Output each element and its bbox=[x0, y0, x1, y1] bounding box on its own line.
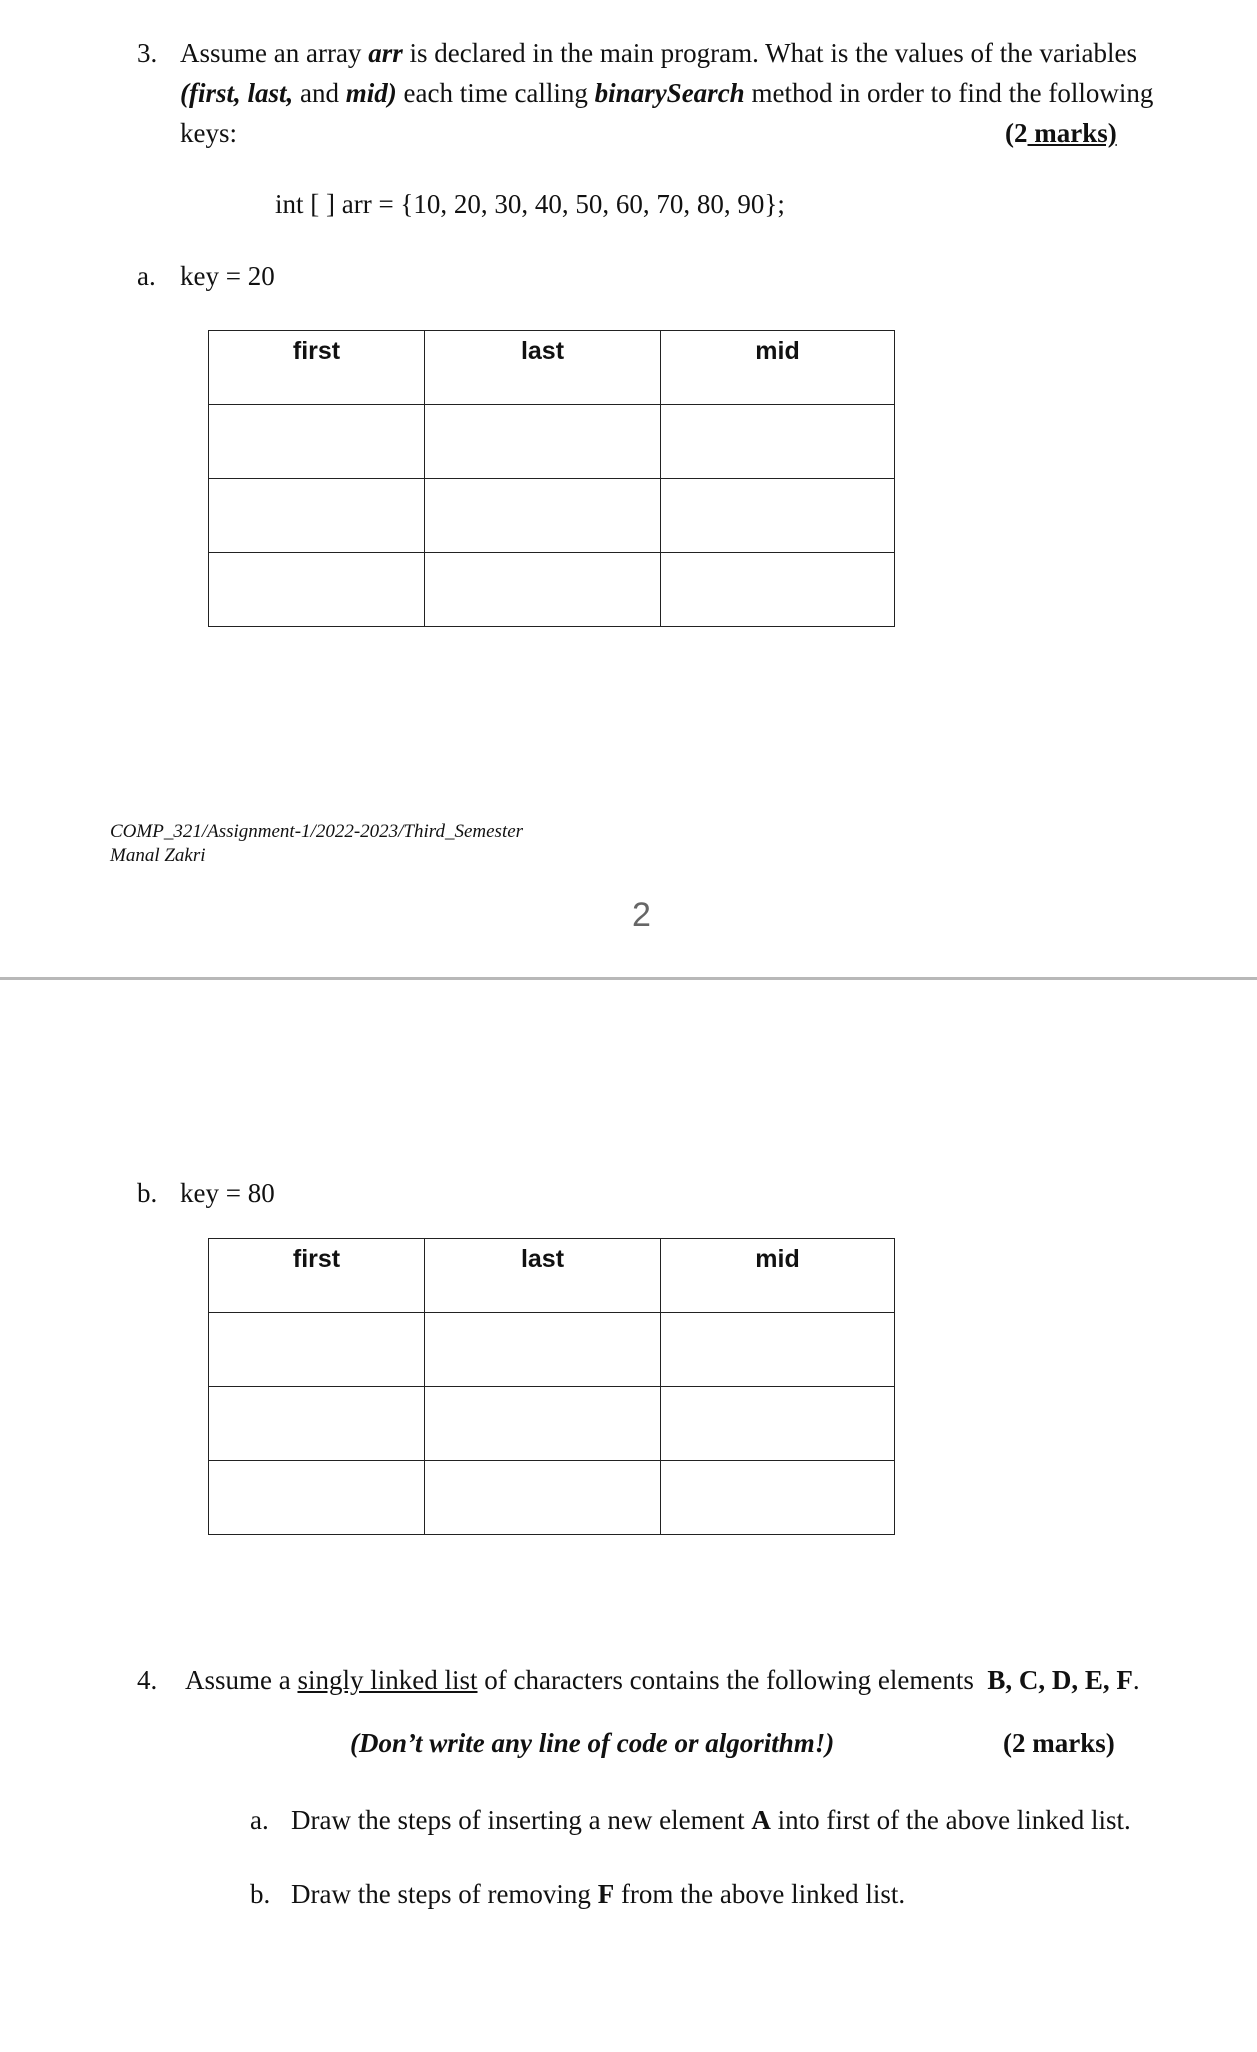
q4-line-end: . bbox=[1132, 1665, 1140, 1695]
q3-line1-pre: Assume an array bbox=[180, 38, 369, 68]
cell-mid[interactable] bbox=[661, 553, 895, 627]
q3-marks-open: (2 bbox=[1005, 118, 1028, 148]
q4-marks-text: (2 marks) bbox=[1003, 1728, 1115, 1758]
cell-first[interactable] bbox=[209, 479, 425, 553]
page-number: 2 bbox=[632, 896, 651, 934]
cell-last[interactable] bbox=[425, 479, 661, 553]
q4-b-post: from the above linked list. bbox=[614, 1879, 906, 1909]
q4-a-bold: A bbox=[751, 1805, 771, 1835]
part-b-key: key = 80 bbox=[180, 1178, 275, 1208]
array-declaration: int [ ] arr = {10, 20, 30, 40, 50, 60, 70, 80, 90}; bbox=[275, 189, 785, 219]
cell-mid[interactable] bbox=[661, 1461, 895, 1535]
q3-line2-mid: mid) bbox=[345, 78, 397, 108]
q4-a-text bbox=[291, 1800, 1131, 1840]
cell-first[interactable] bbox=[209, 1313, 425, 1387]
q4-marks bbox=[1003, 1723, 1115, 1763]
cell-last[interactable] bbox=[425, 405, 661, 479]
cell-last[interactable] bbox=[425, 1313, 661, 1387]
q3-line3: keys: bbox=[180, 118, 237, 148]
header-first: first bbox=[209, 1239, 425, 1313]
q4-note-text: (Don’t write any line of code or algorithm!) bbox=[350, 1728, 835, 1758]
cell-mid[interactable] bbox=[661, 479, 895, 553]
q4-b-pre: Draw the steps of removing bbox=[291, 1879, 598, 1909]
cell-mid[interactable] bbox=[661, 405, 895, 479]
cell-mid[interactable] bbox=[661, 1387, 895, 1461]
table-row bbox=[209, 1313, 895, 1387]
part-a-label: a. bbox=[137, 261, 156, 291]
trace-table-key-80 bbox=[208, 1238, 895, 1535]
q4-line-pre: Assume a bbox=[185, 1665, 298, 1695]
footer-course: COMP_321/Assignment-1/2022-2023/Third_Semester bbox=[110, 821, 524, 842]
q3-line1-post: is declared in the main program. What is the values of the variables bbox=[402, 38, 1137, 68]
cell-last[interactable] bbox=[425, 1461, 661, 1535]
part-b-label: b. bbox=[137, 1178, 158, 1208]
q4-elements: B, C, D, E, F bbox=[987, 1665, 1133, 1695]
header-mid: mid bbox=[661, 1239, 895, 1313]
trace-table-key-20 bbox=[208, 330, 895, 627]
q4-line-mid: of characters contains the following elements bbox=[477, 1665, 988, 1695]
cell-mid[interactable] bbox=[661, 1313, 895, 1387]
q4-b-text bbox=[291, 1874, 905, 1914]
q3-marks-word: marks) bbox=[1027, 118, 1117, 148]
q4-linked-list-term: singly linked list bbox=[297, 1665, 478, 1695]
header-first: first bbox=[209, 331, 425, 405]
header-mid: mid bbox=[661, 331, 895, 405]
q4-b-bold: F bbox=[597, 1879, 615, 1909]
q4-number: 4. bbox=[137, 1665, 158, 1695]
table-row bbox=[209, 1461, 895, 1535]
footer-author: Manal Zakri bbox=[110, 845, 206, 866]
q4-b-label: b. bbox=[250, 1879, 271, 1909]
q4-note bbox=[350, 1723, 834, 1763]
table-header-row bbox=[209, 1239, 895, 1313]
q3-line2-mid-text: each time calling bbox=[396, 78, 595, 108]
q4-a-label: a. bbox=[250, 1805, 269, 1835]
cell-first[interactable] bbox=[209, 553, 425, 627]
cell-first[interactable] bbox=[209, 1461, 425, 1535]
header-last: last bbox=[425, 1239, 661, 1313]
table-row bbox=[209, 1387, 895, 1461]
q3-line2-method: binarySearch bbox=[594, 78, 745, 108]
q4-a-post: into first of the above linked list. bbox=[770, 1805, 1131, 1835]
q4-a-pre: Draw the steps of inserting a new element bbox=[291, 1805, 752, 1835]
table-row bbox=[209, 553, 895, 627]
table-row bbox=[209, 405, 895, 479]
cell-first[interactable] bbox=[209, 1387, 425, 1461]
cell-first[interactable] bbox=[209, 405, 425, 479]
q3-line1-arr: arr bbox=[368, 38, 403, 68]
cell-last[interactable] bbox=[425, 553, 661, 627]
q3-line1 bbox=[180, 33, 1137, 73]
q3-line2 bbox=[180, 73, 1153, 113]
q3-marks bbox=[1005, 113, 1117, 153]
q4-line bbox=[185, 1660, 1140, 1700]
q3-number: 3. bbox=[137, 38, 158, 68]
part-a-key: key = 20 bbox=[180, 261, 275, 291]
q3-line2-post: method in order to find the following bbox=[744, 78, 1154, 108]
q3-line2-and: and bbox=[293, 78, 346, 108]
cell-last[interactable] bbox=[425, 1387, 661, 1461]
header-last: last bbox=[425, 331, 661, 405]
q3-line2-vars: (first, last, bbox=[180, 78, 294, 108]
page-break-divider bbox=[0, 977, 1257, 980]
table-header-row bbox=[209, 331, 895, 405]
table-row bbox=[209, 479, 895, 553]
